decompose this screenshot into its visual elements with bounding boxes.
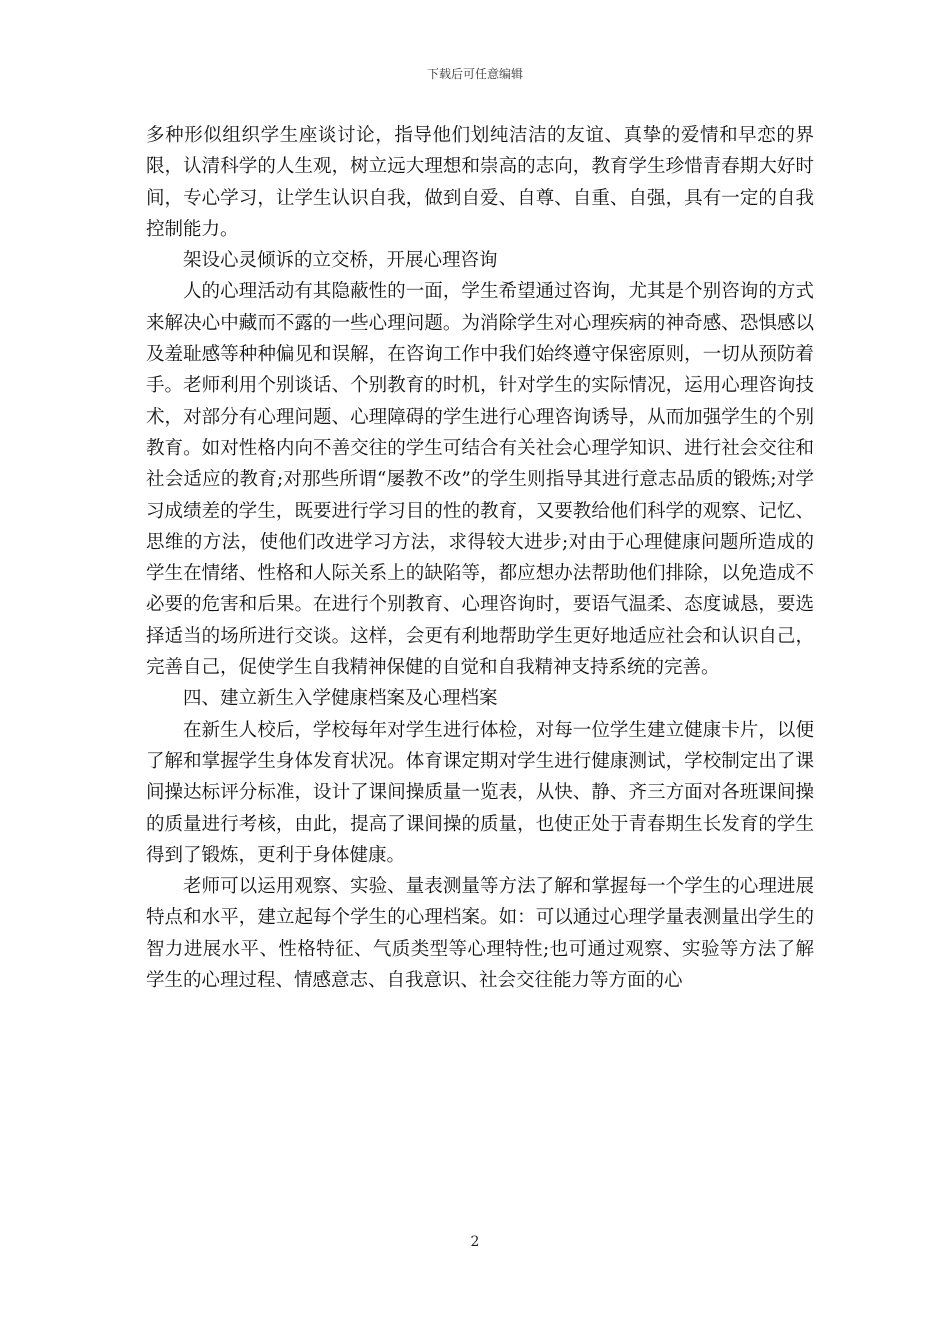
paragraph-continuation: 多种形似组织学生座谈讨论，指导他们划纯洁洁的友谊、真挚的爱情和早恋的界限，认清科学的人生观，树立远大理想和崇高的志向，教育学生珍惜青春期大好时间，专心学习，让学生认识自我，做到自爱、自尊、自重、自强，具有一定的自我控制能力。	[146, 125, 814, 240]
paragraph-psych-records: 老师可以运用观察、实验、量表测量等方法了解和掌握每一个学生的心理进展特点和水平，建立起每个学生的心理档案。如：可以通过心理学量表测量出学生的智力进展水平、性格特征、气质类型等心理特性;也可通过观察、实验等方法了解学生的心理过程、情感意志、自我意识、社会交往能力等方面的心	[146, 876, 814, 992]
paragraph-counseling: 人的心理活动有其隐蔽性的一面，学生希望通过咨询，尤其是个别咨询的方式来解决心中藏而不露的一些心理问题。为消除学生对心理疾病的神奇感、恐惧感以及羞耻感等种种偏见和误解，在咨询工作中我们始终遵守保密原则，一切从预防着手。老师利用个别谈话、个别教育的时机，针对学生的实际情况，运用心理咨询技术，对部分有心理问题、心理障碍的学生进行心理咨询诱导，从而加强学生的个别教育。如对性格内向不善交往的学生可结合有关社会心理学知识、进行社会交往和社会适应的教育;对那些所谓“屡教不改”的学生则指导其进行意志品质的锻炼;对学习成绩差的学生，既要进行学习目的性的教育，又要教给他们科学的观察、记忆、思维的方法，使他们改进学习方法，求得较大进步;对由于心理健康问题所造成的学生在情绪、性格和人际关系上的缺陷等，都应想办法帮助他们排除，以免造成不必要的危害和后果。在进行个别教育、心理咨询时，要语气温柔、态度诚恳，要选择适当的场所进行交谈。这样，会更有利地帮助学生更好地适应社会和认识自己，完善自己，促使学生自我精神保健的自觉和自我精神支持系统的完善。	[146, 281, 814, 679]
page-number: 2	[470, 1234, 480, 1250]
document-body	[146, 120, 814, 996]
page-header: 下载后可任意编辑	[426, 67, 523, 81]
paragraph-health-records: 在新生人校后，学校每年对学生进行体检，对每一位学生建立健康卡片，以便了解和掌握学生身体发育状况。体育课定期对学生进行健康测试，学校制定出了课间操达标评分标准，设计了课间操质量一览表，从快、静、齐三方面对各班课间操的质量进行考核，由此，提高了课间操的质量，也使正处于青春期生长发育的学生得到了锻炼，更利于身体健康。	[146, 719, 814, 866]
section-heading-health-records: 四、建立新生入学健康档案及心理档案	[183, 688, 498, 710]
section-heading-counseling: 架设心灵倾诉的立交桥，开展心理咨询	[183, 250, 498, 272]
